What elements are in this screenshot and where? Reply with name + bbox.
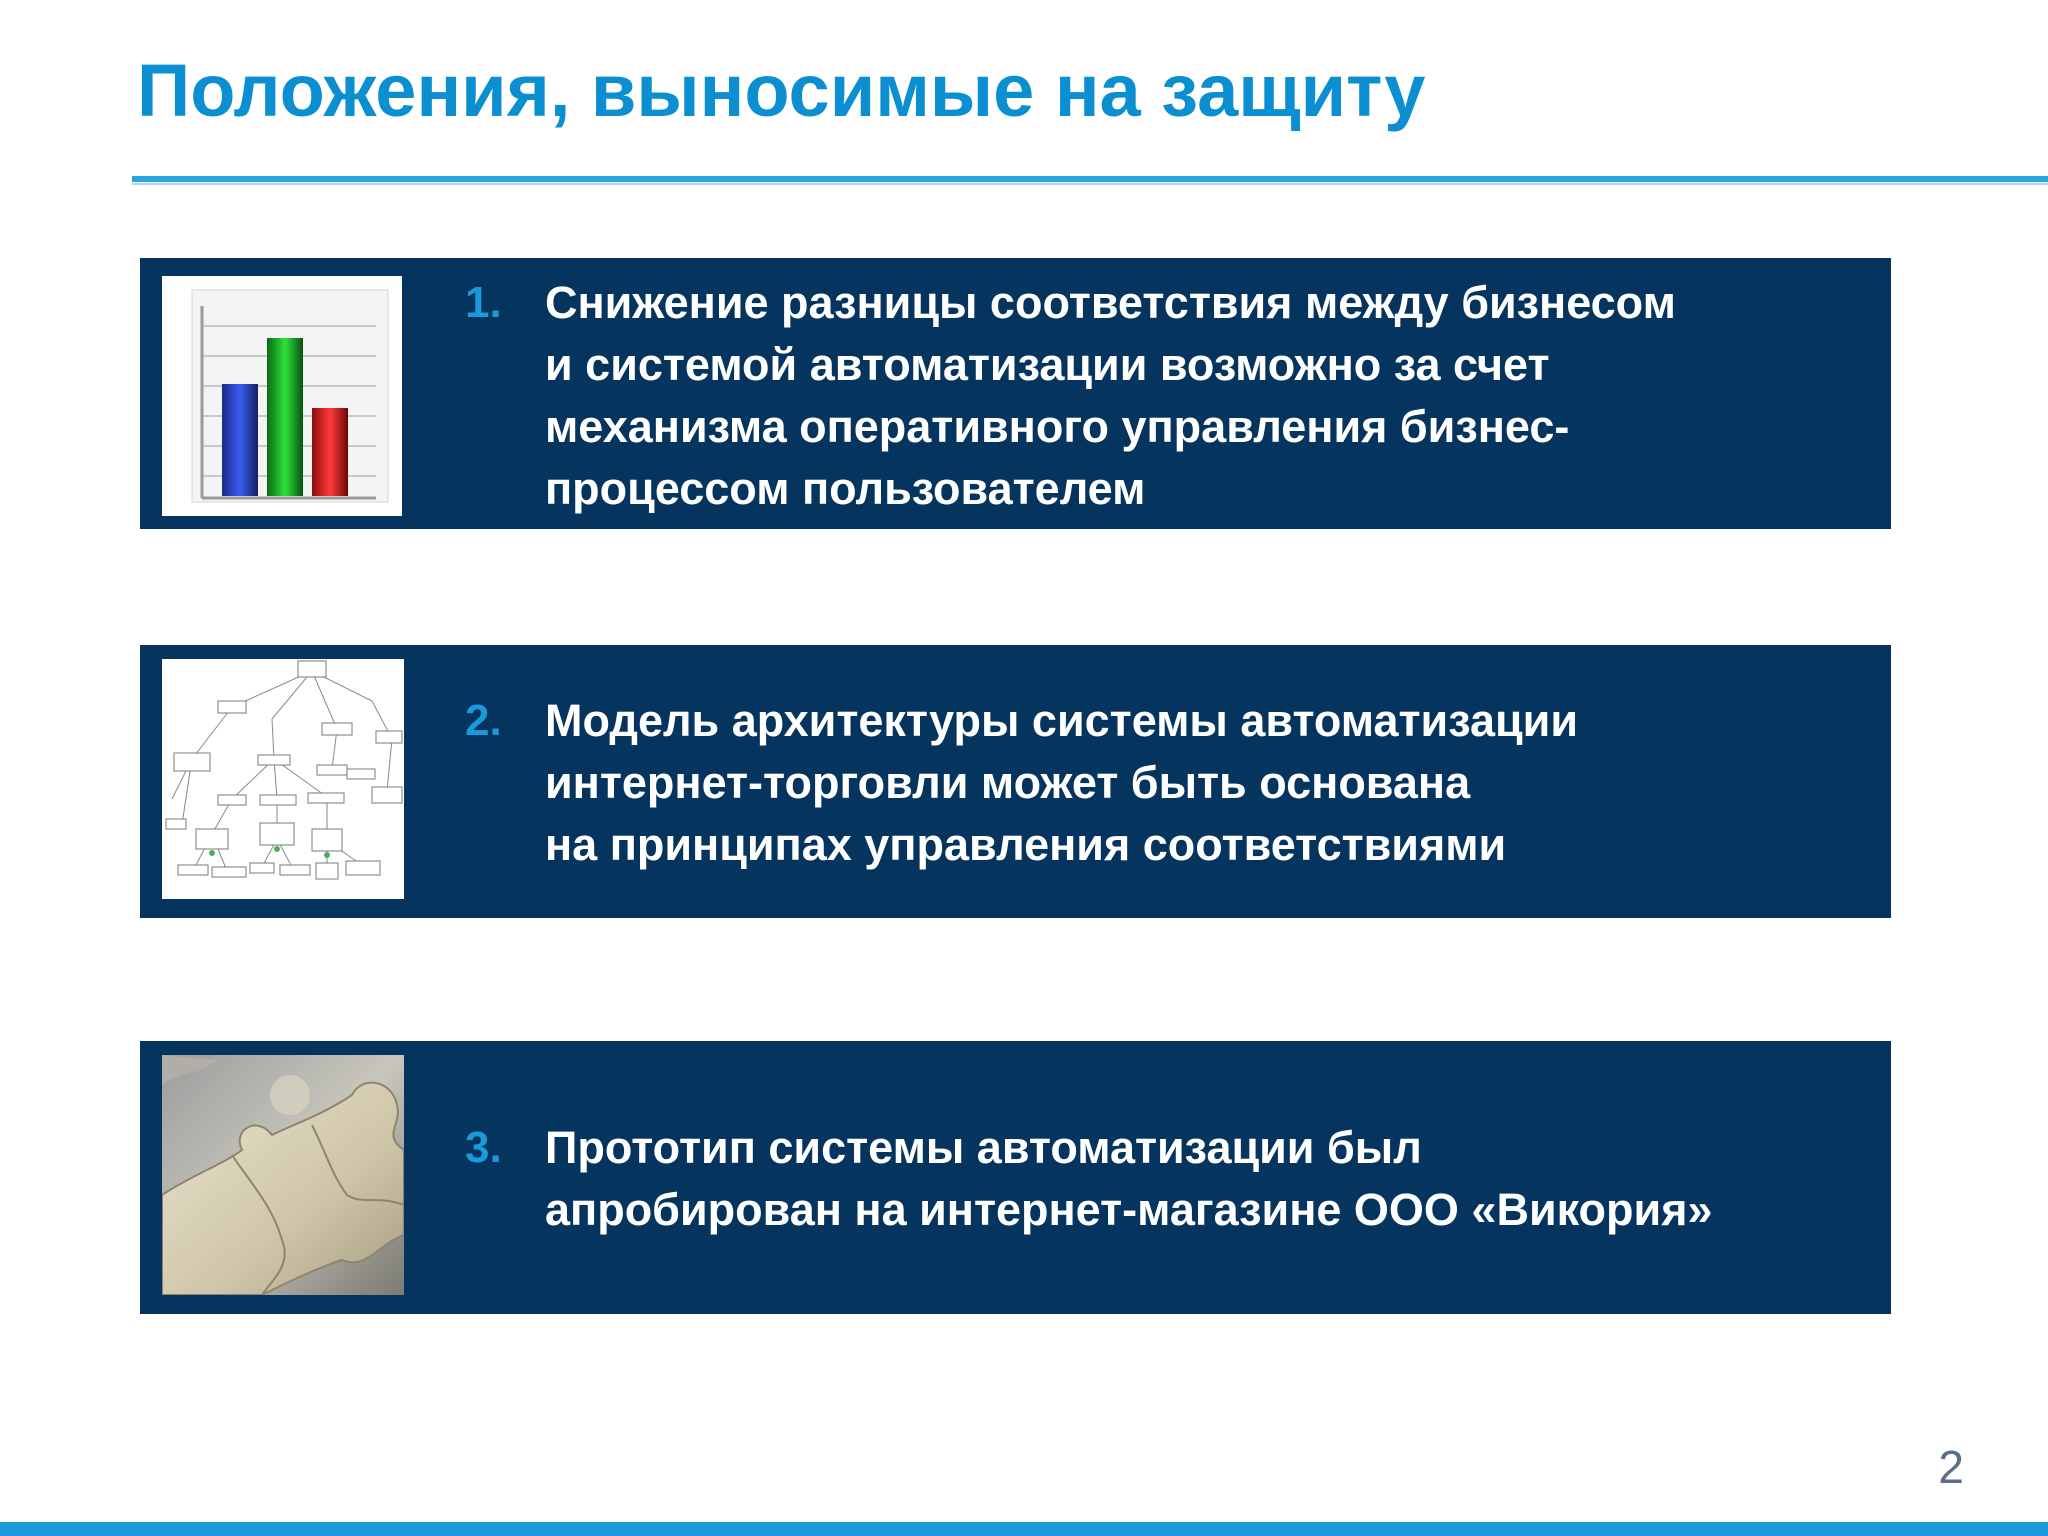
item-number: 1. [465, 278, 502, 327]
bar-chart-icon [162, 276, 402, 516]
thesis-box-2 [140, 645, 1891, 918]
slide-title: Положения, выносимые на защиту [137, 49, 1426, 132]
concept-map-diagram [162, 659, 404, 899]
thesis-item-2 [465, 690, 1879, 876]
thesis-item-1 [465, 272, 1879, 520]
thesis-box-1 [140, 258, 1891, 529]
title-divider [132, 176, 2048, 182]
page-number: 2 [1938, 1441, 1964, 1493]
item-number: 3. [465, 1123, 502, 1172]
item-text: Модель архитектуры системы автоматизации интернет-торговли может быть основана на принципах управления соответствиями [545, 695, 1579, 870]
bottom-accent-bar [0, 1522, 2048, 1536]
thesis-item-3 [465, 1117, 1879, 1241]
puzzle-pieces-photo [162, 1055, 404, 1295]
thesis-box-3 [140, 1041, 1891, 1314]
item-number: 2. [465, 696, 502, 745]
item-text: Снижение разницы соответствия между бизнесом и системой автоматизации возможно за счет механизма оперативного управления бизнес- процессом пользователем [545, 277, 1676, 514]
item-text: Прототип системы автоматизации был апробирован на интернет-магазине ООО «Викория» [545, 1122, 1713, 1235]
